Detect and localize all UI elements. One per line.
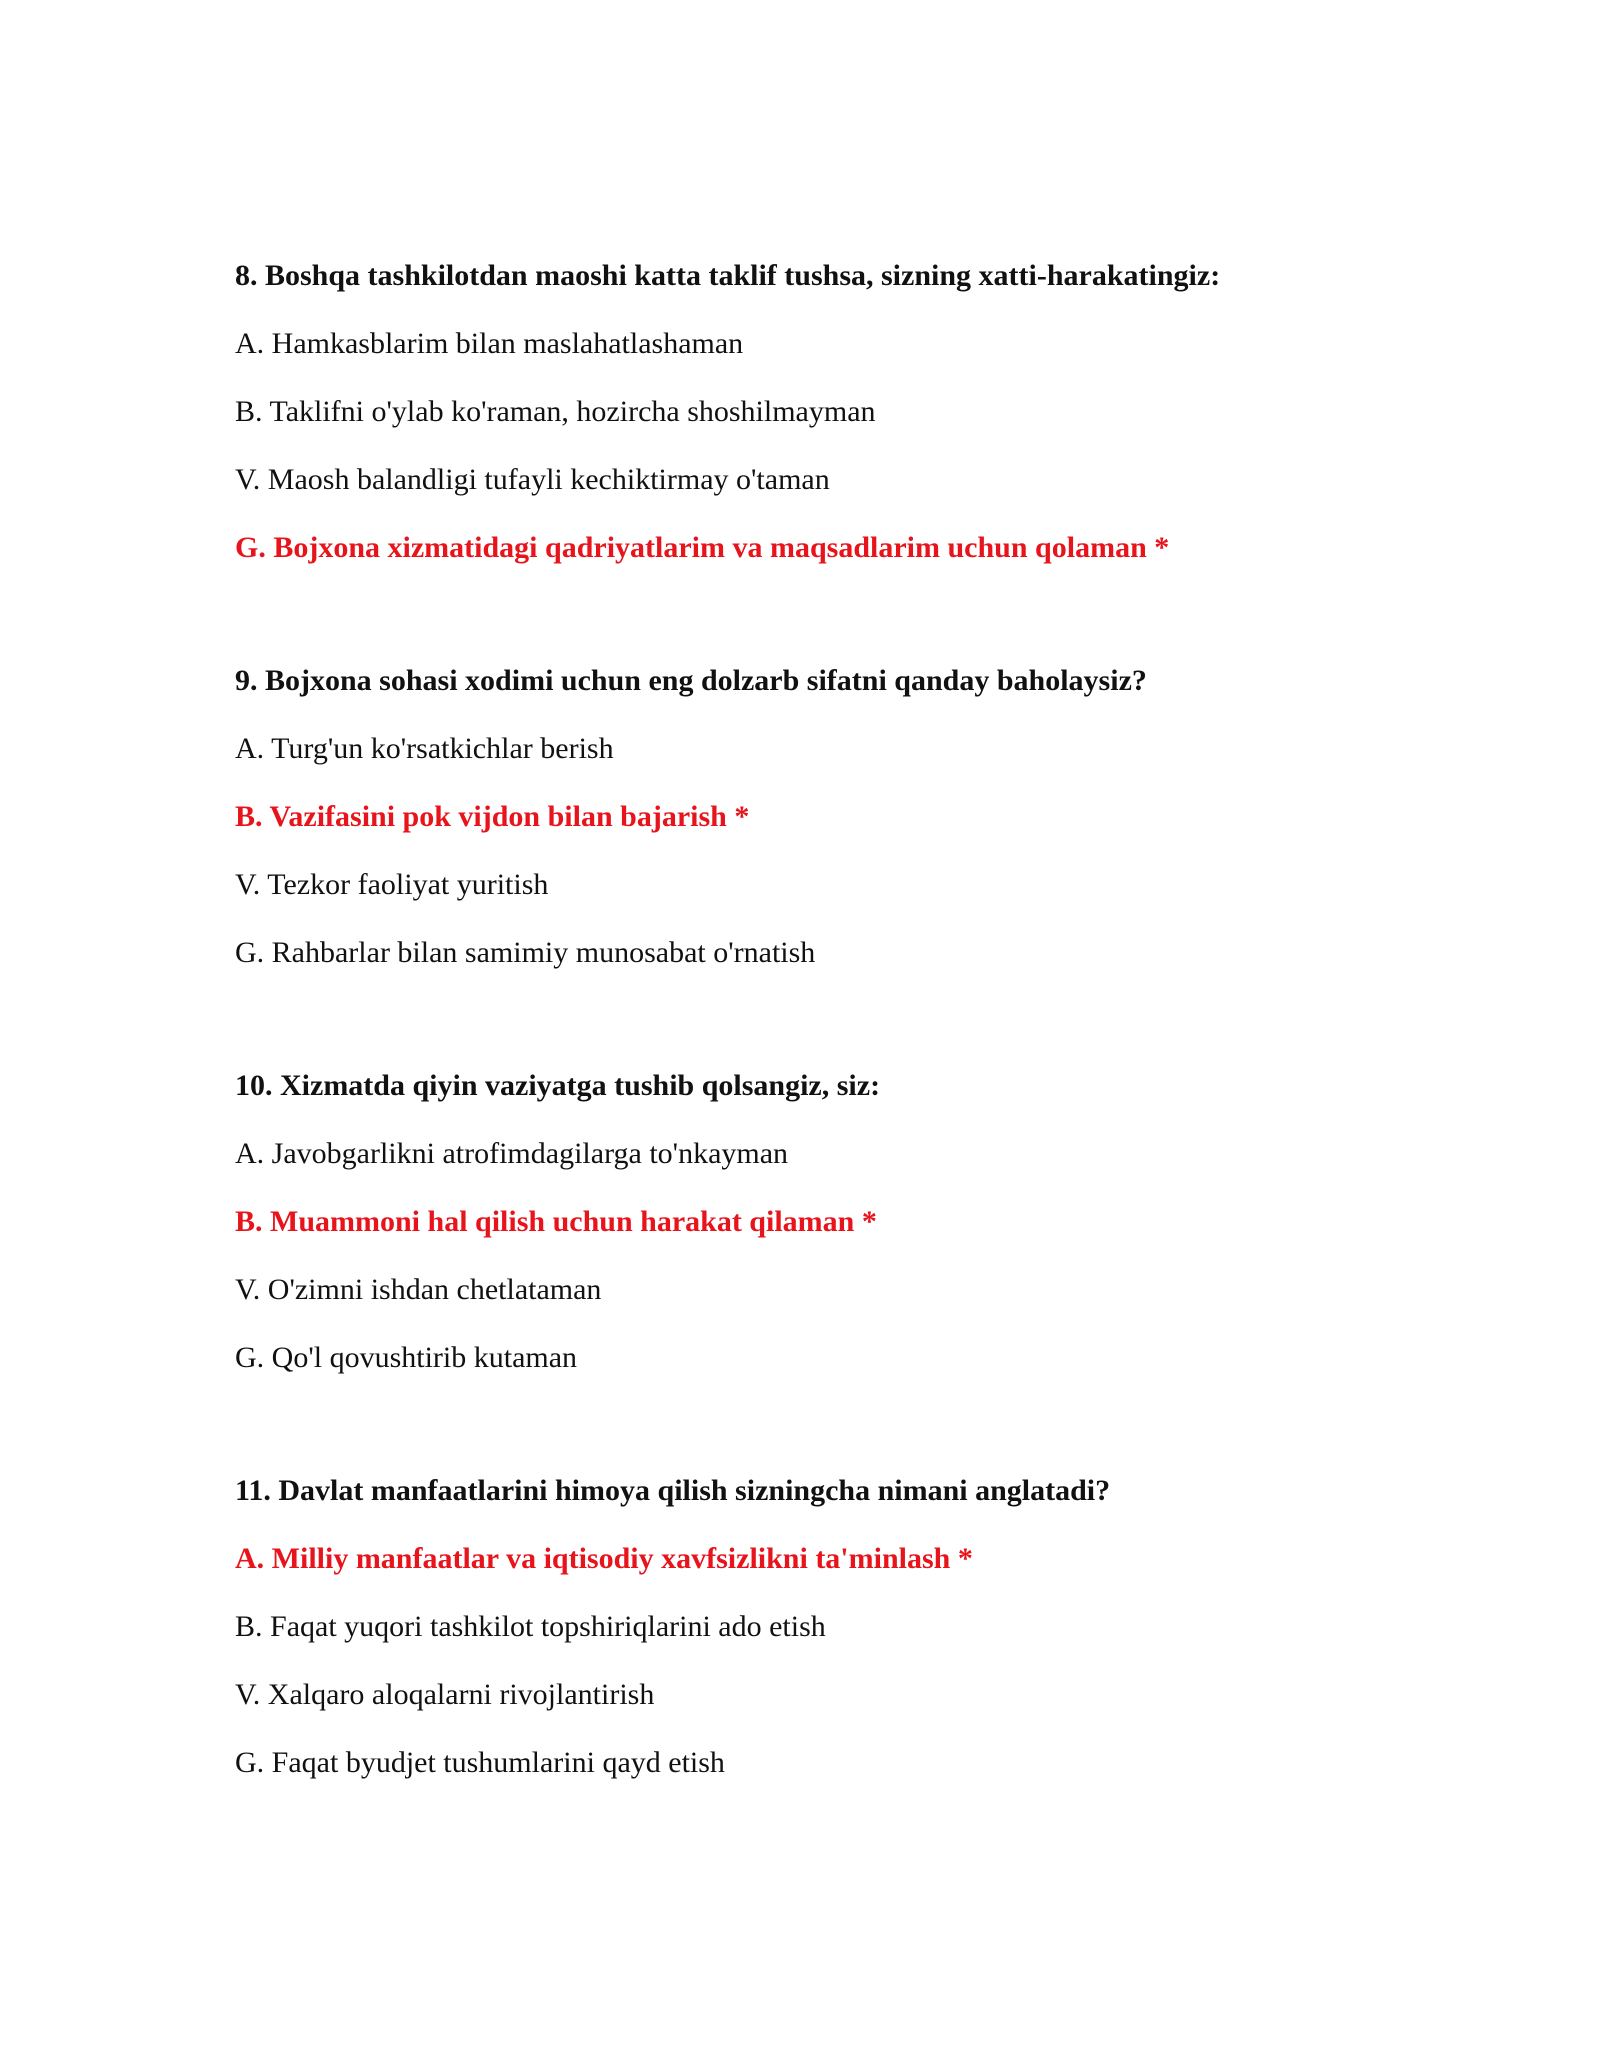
- question-9: [235, 663, 1435, 1003]
- question-text: 11. Davlat manfaatlarini himoya qilish sizningcha nimani anglatadi?: [235, 1474, 1111, 1507]
- answer-option: V. Maosh balandligi tufayli kechiktirmay o'taman: [235, 463, 830, 496]
- answer-option: V. Tezkor faoliyat yuritish: [235, 868, 549, 901]
- answer-option: G. Rahbarlar bilan samimiy munosabat o'rnatish: [235, 936, 816, 969]
- question-8: [235, 258, 1435, 598]
- answer-option: G. Qo'l qovushtirib kutaman: [235, 1341, 578, 1374]
- correct-answer-option: G. Bojxona xizmatidagi qadriyatlarim va maqsadlarim uchun qolaman *: [235, 531, 1170, 564]
- correct-answer-option: A. Milliy manfaatlar va iqtisodiy xavfsizlikni ta'minlash *: [235, 1542, 973, 1575]
- question-text: 8. Boshqa tashkilotdan maoshi katta taklif tushsa, sizning xatti-harakatingiz:: [235, 259, 1221, 292]
- answer-option: A. Hamkasblarim bilan maslahatlashaman: [235, 327, 744, 360]
- question-text: 10. Xizmatda qiyin vaziyatga tushib qolsangiz, siz:: [235, 1069, 881, 1102]
- answer-option: B. Faqat yuqori tashkilot topshiriqlarini ado etish: [235, 1610, 826, 1643]
- question-10: [235, 1068, 1435, 1408]
- answer-option: A. Javobgarlikni atrofimdagilarga to'nkayman: [235, 1137, 789, 1170]
- answer-option: G. Faqat byudjet tushumlarini qayd etish: [235, 1746, 725, 1779]
- answer-option: V. O'zimni ishdan chetlataman: [235, 1273, 602, 1306]
- question-11: [235, 1473, 1435, 1813]
- answer-option: V. Xalqaro aloqalarni rivojlantirish: [235, 1678, 655, 1711]
- correct-answer-option: B. Muammoni hal qilish uchun harakat qilaman *: [235, 1205, 877, 1238]
- answer-option: A. Turg'un ko'rsatkichlar berish: [235, 732, 614, 765]
- answer-option: B. Taklifni o'ylab ko'raman, hozircha shoshilmayman: [235, 395, 876, 428]
- question-text: 9. Bojxona sohasi xodimi uchun eng dolzarb sifatni qanday baholaysiz?: [235, 664, 1147, 697]
- correct-answer-option: B. Vazifasini pok vijdon bilan bajarish *: [235, 800, 750, 833]
